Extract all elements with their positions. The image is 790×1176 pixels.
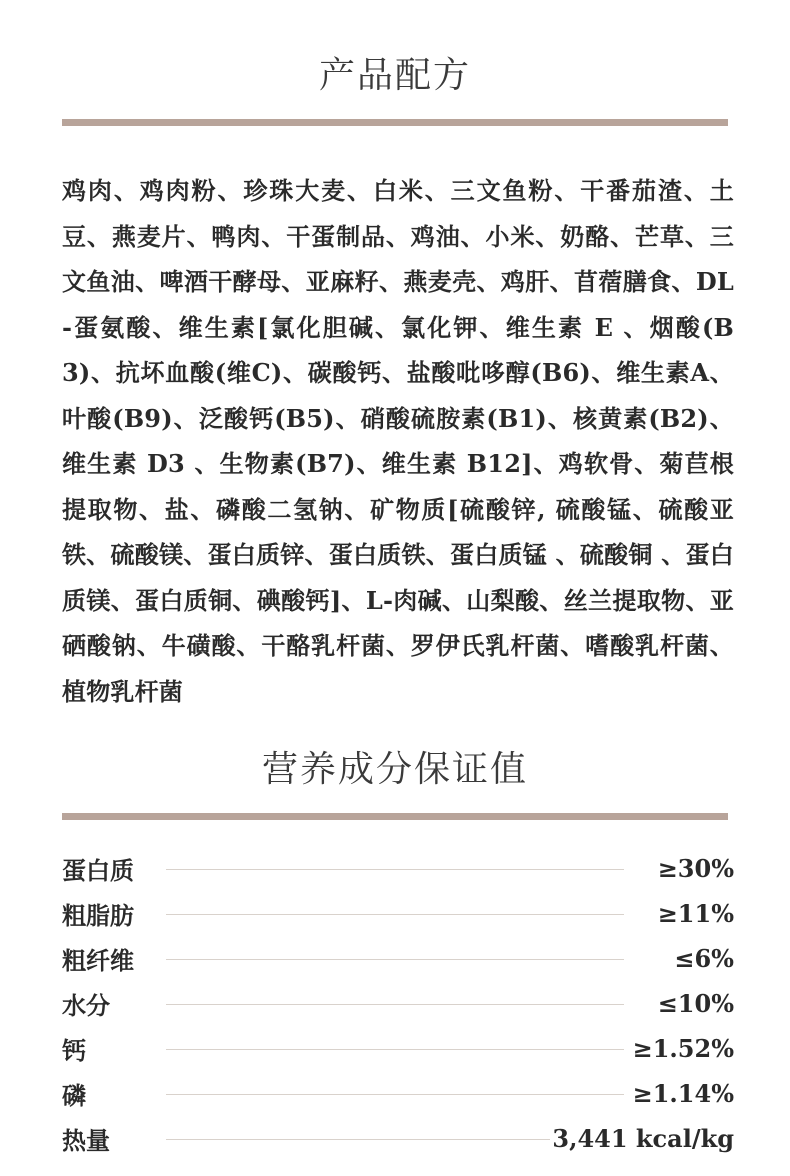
- nutrition-value: ≤6%: [674, 944, 734, 973]
- ingredients-list: 鸡肉、鸡肉粉、珍珠大麦、白米、三文鱼粉、干番茄渣、土豆、燕麦片、鸭肉、干蛋制品、鸡油、小米、奶酪、芒草、三文鱼油、啤酒干酵母、亚麻籽、燕麦壳、鸡肝、苜蓿膳食、DL-蛋氨酸、维生素[氯化胆碱、氯化钾、维生素 E 、烟酸(B3)、抗坏血酸(维C)、碳酸钙、盐酸吡哆醇(B6)、维生素A、叶酸(B9)、泛酸钙(B5)、硝酸硫胺素(B1)、核黄素(B2)、维生素 D3 、生物素(B7)、维生素 B12]、鸡软骨、菊苣根提取物、盐、磷酸二氢钠、矿物质[硫酸锌, 硫酸锰、硫酸亚铁、硫酸镁、蛋白质锌、蛋白质铁、蛋白质锰 、硫酸铜 、蛋白质镁、蛋白质铜、碘酸钙]、L-肉碱、山梨酸、丝兰提取物、亚硒酸钠、牛磺酸、干酪乳杆菌、罗伊氏乳杆菌、嗜酸乳杆菌、植物乳杆菌: [62, 176, 734, 706]
- nutrition-name: 热量: [62, 1126, 110, 1155]
- nutrition-value: ≥11%: [657, 899, 734, 928]
- nutrition-name: 粗脂肪: [62, 901, 134, 930]
- leader-line: [166, 1004, 624, 1005]
- nutrition-row-calcium: [62, 1026, 734, 1071]
- nutrition-name: 粗纤维: [62, 946, 134, 975]
- nutrition-value: ≥1.14%: [632, 1079, 734, 1108]
- formula-section-title: 产品配方: [318, 55, 471, 96]
- guarantee-section-title: 营养成分保证值: [261, 749, 528, 790]
- nutrition-row-crude-fat: [62, 891, 734, 936]
- leader-line: [166, 869, 624, 870]
- nutrition-row-crude-fiber: [62, 936, 734, 981]
- nutrition-row-phosphorus: [62, 1071, 734, 1116]
- leader-line: [166, 1094, 624, 1095]
- nutrition-name: 蛋白质: [62, 856, 134, 885]
- leader-line: [166, 1049, 624, 1050]
- nutrition-row-moisture: [62, 981, 734, 1026]
- nutrition-row-energy: [62, 1116, 734, 1161]
- nutrition-name: 磷: [62, 1081, 86, 1110]
- formula-title-divider: [62, 119, 728, 126]
- nutrition-table: [62, 846, 734, 1161]
- leader-line: [166, 959, 624, 960]
- nutrition-value: ≥30%: [657, 854, 734, 883]
- nutrition-name: 水分: [62, 991, 110, 1020]
- nutrition-value: 3,441 kcal/kg: [552, 1124, 734, 1153]
- leader-line: [166, 914, 624, 915]
- nutrition-name: 钙: [62, 1036, 86, 1065]
- nutrition-row-protein: [62, 846, 734, 891]
- nutrition-value: ≥1.52%: [632, 1034, 734, 1063]
- nutrition-value: ≤10%: [657, 989, 734, 1018]
- guarantee-title-divider: [62, 813, 728, 820]
